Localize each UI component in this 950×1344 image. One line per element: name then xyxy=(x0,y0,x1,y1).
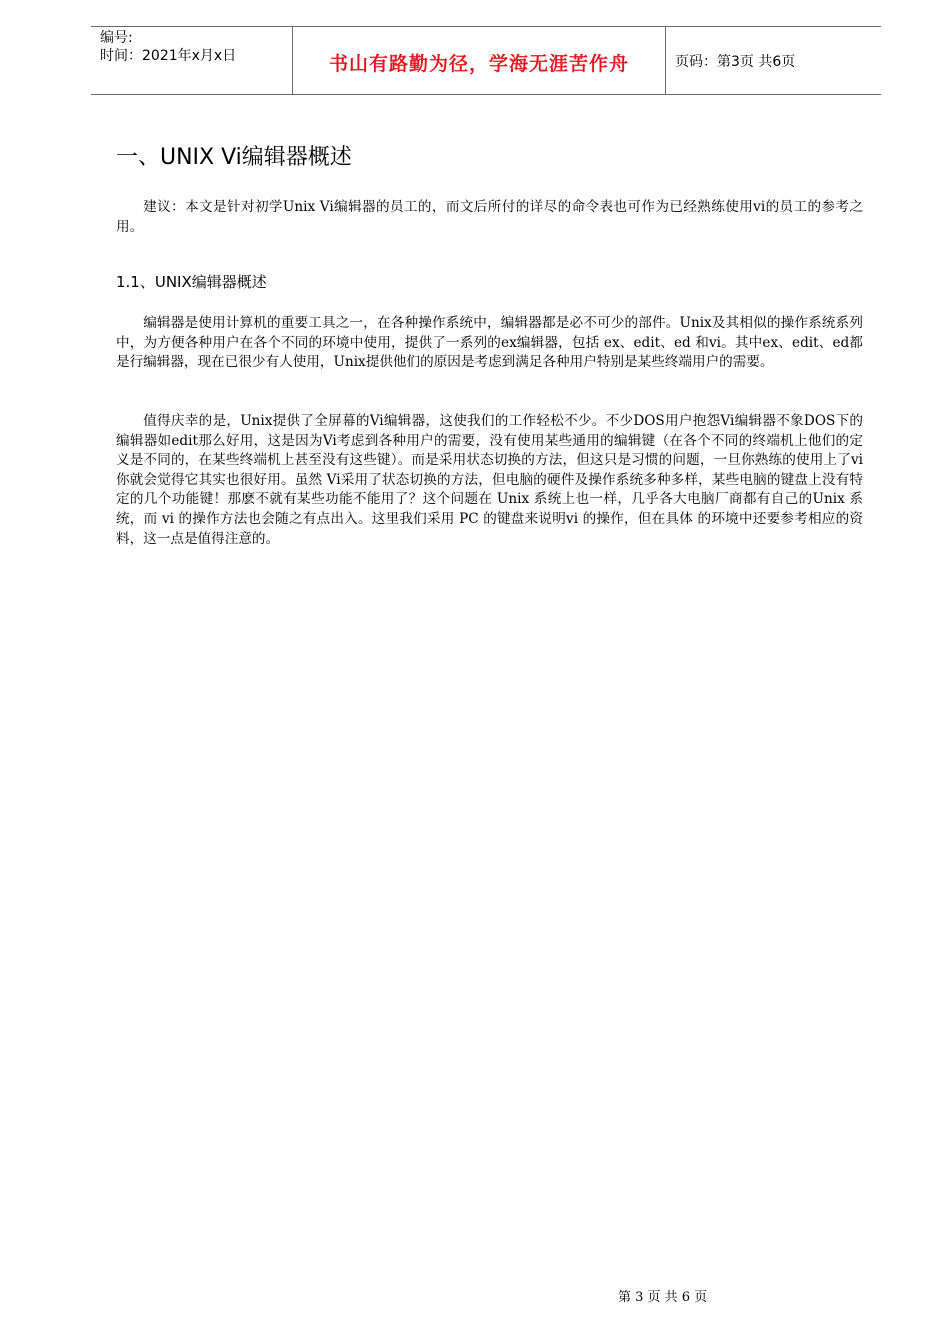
document-number-label: 编号: xyxy=(100,30,133,46)
page-header xyxy=(91,26,881,95)
document-title: 一、UNIX Vi编辑器概述 xyxy=(116,145,352,170)
document-time-label: 时间：2021年x月x日 xyxy=(100,48,237,64)
section-heading: 1.1、UNIX编辑器概述 xyxy=(116,273,267,291)
header-info-cell xyxy=(91,27,293,94)
header-motto-cell xyxy=(293,27,666,94)
header-page-cell xyxy=(666,27,881,94)
header-motto: 书山有路勤为径，学海无涯苦作舟 xyxy=(328,53,629,75)
body-paragraph-2: 值得庆幸的是，Unix提供了全屏幕的Vi编辑器，这使我们的工作轻松不少。不少DOS用户抱怨Vi编辑器不象DOS下的编辑器如edit那么好用，这是因为Vi考虑到各种用户的需要，没有使用某些通用的编辑键（在各个不同的终端机上他们的定义是不同的，在某些终端机上甚至没有这些键）。而是采用状态切换的方法，但这只是习惯的问题，一旦你熟练的使用上了vi你就会觉得它其实也很好用。虽然 Vi采用了状态切换的方法，但电脑的硬件及操作系统多种多样，某些电脑的键盘上没有特定的几个功能键！那麽不就有某些功能不能用了？这个问题在 Unix 系统上也一样，几乎各大电脑厂商都有自己的Unix 系统，而 vi 的操作方法也会随之有点出入。这里我们采用 PC 的键盘来说明vi 的操作，但在具体 的环境中还要参考相应的资料，这一点是值得注意的。 xyxy=(116,413,863,547)
intro-paragraph: 建议：本文是针对初学Unix Vi编辑器的员工的，而文后所付的详尽的命令表也可作为已经熟练使用vi的员工的参考之用。 xyxy=(116,199,863,235)
header-page-code: 页码：第3页 共6页 xyxy=(675,54,796,70)
body-paragraph-1: 编辑器是使用计算机的重要工具之一，在各种操作系统中，编辑器都是必不可少的部件。Unix及其相似的操作系统系列中，为方便各种用户在各个不同的环境中使用，提供了一系列的ex编辑器，包括 ex、edit、ed 和vi。其中ex、edit、ed都是行编辑器，现在已很少有人使用，Unix提供他们的原因是考虑到满足各种用户特别是某些终端用户的需要。 xyxy=(116,315,863,371)
page-footer: 第 3 页 共 6 页 xyxy=(618,1290,708,1305)
